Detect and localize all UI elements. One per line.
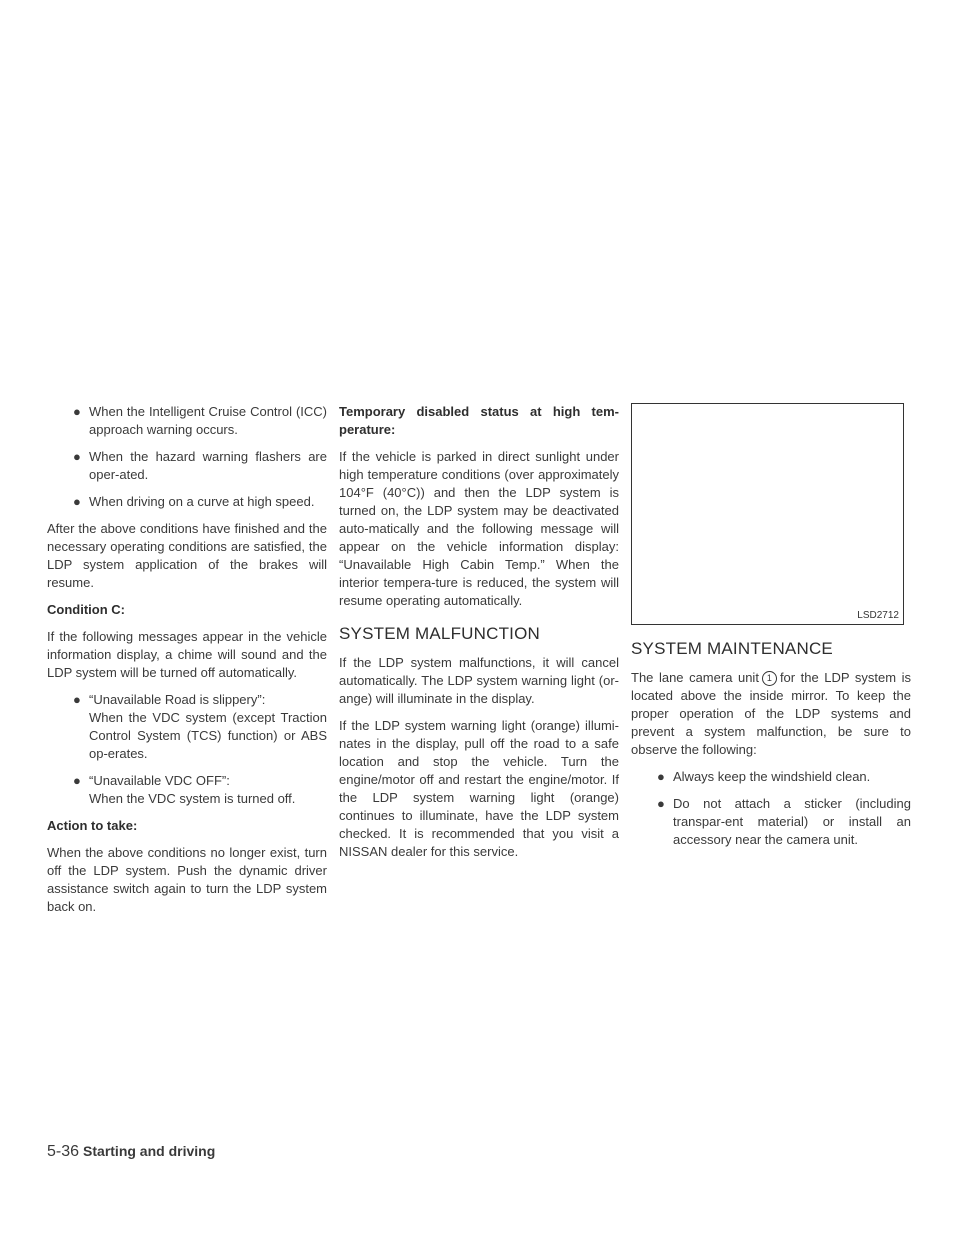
section-title-maintenance: SYSTEM MAINTENANCE	[631, 639, 833, 658]
message-desc: When the VDC system (except Traction Control System (TCS) function) or ABS op-erates.	[89, 710, 327, 761]
paragraph-condition-c: If the following messages appear in the vehicle information display, a chime will sound and the LDP system will be turned off automatically.	[47, 629, 327, 680]
bullet-icon: ●	[657, 769, 665, 784]
message-title: “Unavailable VDC OFF”:	[89, 773, 230, 788]
column-middle	[339, 403, 619, 870]
section-name: Starting and driving	[83, 1143, 216, 1159]
section-title-malfunction: SYSTEM MALFUNCTION	[339, 624, 541, 643]
figure-id: LSD2712	[857, 610, 899, 621]
list-item	[47, 772, 327, 808]
paragraph-malfunction-2: If the LDP system warning light (orange) illumi-nates in the display, pull off the road to a safe location and stop the vehicle. Turn the engine/motor off and restart the engine/motor. If the LDP system warning light (orange) continues to illuminate, have the LDP system checked. It is recommended that you visit a NISSAN dealer for this service.	[339, 718, 619, 859]
list-item: ● When driving on a curve at high speed.	[73, 494, 315, 509]
heading-action: Action to take:	[47, 818, 138, 833]
bullet-icon: ●	[73, 773, 81, 788]
figure-camera-unit	[631, 403, 904, 625]
paragraph-resume: After the above conditions have finished and the necessary operating conditions are satisfied, the LDP system application of the brakes will resume.	[47, 521, 327, 590]
paragraph-temp-disabled: If the vehicle is parked in direct sunlight under high temperature conditions (over approximately 104°F (40°C)) and then the LDP system is turned on, the LDP system may be deactivated auto-matically and the following message will appear on the vehicle information display: “Unavailable High Cabin Temp.” When the interior tempera-ture is reduced, the system will resume operating automatically.	[339, 449, 619, 608]
list-item	[47, 691, 327, 763]
message-desc: When the VDC system is turned off.	[89, 791, 296, 806]
heading-condition-c: Condition C:	[47, 602, 125, 617]
page-footer	[47, 1141, 215, 1162]
page-number: 5-36	[47, 1143, 80, 1160]
bullet-icon: ●	[73, 494, 81, 509]
list-item: ● Do not attach a sticker (including transpar-ent material) or install an accessory near the camera unit.	[657, 796, 911, 847]
callout-number-icon: 1	[762, 671, 777, 686]
list-item: ● Always keep the windshield clean.	[657, 769, 871, 784]
column-right	[631, 403, 911, 858]
bullet-icon: ●	[73, 692, 81, 707]
column-left	[47, 403, 327, 925]
paragraph-maintenance: The lane camera unit 1 for the LDP system is located above the inside mirror. To keep the proper operation of the LDP systems and prevent a system malfunction, be sure to observe the following:	[631, 670, 911, 757]
paragraph-malfunction-1: If the LDP system malfunctions, it will cancel automatically. The LDP system warning light (or-ange) will illuminate in the display.	[339, 655, 619, 706]
bullet-icon: ●	[73, 404, 81, 419]
bullet-icon: ●	[73, 449, 81, 464]
list-item: ● When the hazard warning flashers are oper-ated.	[73, 449, 327, 482]
message-title: “Unavailable Road is slippery”:	[89, 692, 266, 707]
bullet-icon: ●	[657, 796, 665, 811]
heading-temp-disabled: Temporary disabled status at high tem-perature:	[339, 404, 619, 437]
paragraph-action: When the above conditions no longer exist, turn off the LDP system. Push the dynamic driver assistance switch again to turn the LDP system back on.	[47, 845, 327, 914]
list-item: ● When the Intelligent Cruise Control (ICC) approach warning occurs.	[73, 404, 327, 437]
